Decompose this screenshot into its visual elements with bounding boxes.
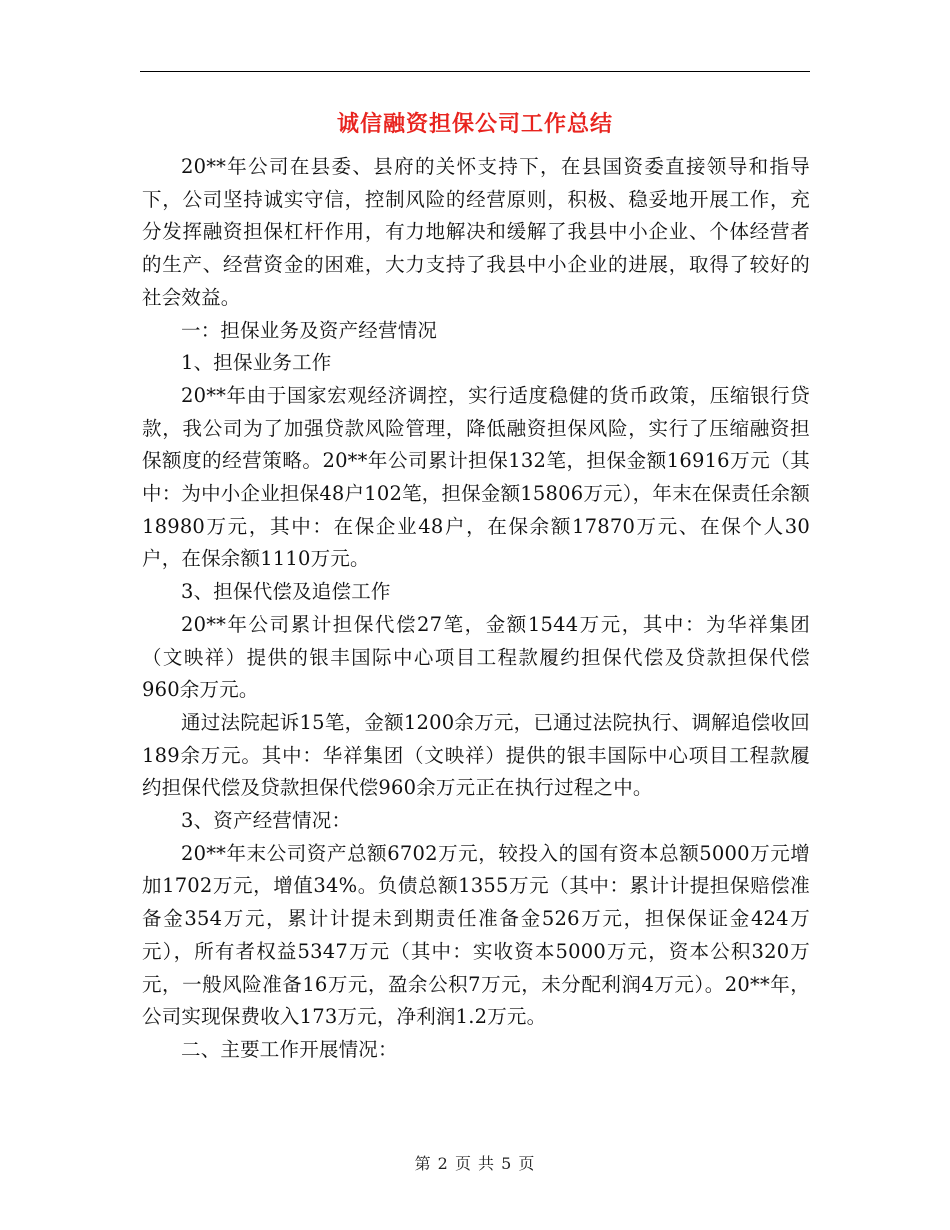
document-title: 诚信融资担保公司工作总结	[336, 112, 613, 137]
section-heading-1: 一：担保业务及资产经营情况	[181, 318, 438, 342]
subsection-heading-guarantee-business: 1、担保业务工作	[181, 351, 332, 375]
subsection-heading-assets: 3、资产经营情况：	[181, 809, 352, 833]
page-number: 第 2 页 共 5 页	[414, 1154, 536, 1173]
paragraph-litigation: 通过法院起诉15笔，金额1200余万元，已通过法院执行、调解追偿收回189余万元。其中：华祥集团（文映祥）提供的银丰国际中心项目工程款履约担保代偿及贷款担保代偿960余万元正在执行过程之中。	[142, 710, 810, 800]
paragraph-guarantee-business: 20**年由于国家宏观经济调控，实行适度稳健的货币政策，压缩银行贷款，我公司为了加强贷款风险管理，降低融资担保风险，实行了压缩融资担保额度的经营策略。20**年公司累计担保132笔，担保金额16916万元（其中：为中小企业担保48户102笔，担保金额15806万元），年末在保责任余额18980万元，其中：在保企业48户，在保余额17870万元、在保个人30户，在保余额1110万元。	[142, 383, 810, 571]
paragraph-compensation: 20**年公司累计担保代偿27笔，金额1544万元，其中：为华祥集团（文映祥）提供的银丰国际中心项目工程款履约担保代偿及贷款担保代偿960余万元。	[142, 612, 810, 702]
section-heading-2: 二、主要工作开展情况：	[181, 1037, 398, 1061]
paragraph-intro: 20**年公司在县委、县府的关怀支持下，在县国资委直接领导和指导下，公司坚持诚实守信，控制风险的经营原则，积极、稳妥地开展工作，充分发挥融资担保杠杆作用，有力地解决和缓解了我县中小企业、个体经营者的生产、经营资金的困难，大力支持了我县中小企业的进展，取得了较好的社会效益。	[142, 155, 810, 309]
paragraph-assets: 20**年末公司资产总额6702万元，较投入的国有资本总额5000万元增加1702万元，增值34%。负债总额1355万元（其中：累计计提担保赔偿准备金354万元，累计计提未到期责任准备金526万元，担保保证金424万元），所有者权益5347万元（其中：实收资本5000万元，资本公积320万元，一般风险准备16万元，盈余公积7万元，未分配利润4万元）。20**年，公司实现保费收入173万元，净利润1.2万元。	[142, 841, 810, 1029]
header-rule	[140, 71, 810, 72]
document-body	[142, 151, 810, 1067]
subsection-heading-compensation: 3、担保代偿及追偿工作	[181, 580, 391, 604]
